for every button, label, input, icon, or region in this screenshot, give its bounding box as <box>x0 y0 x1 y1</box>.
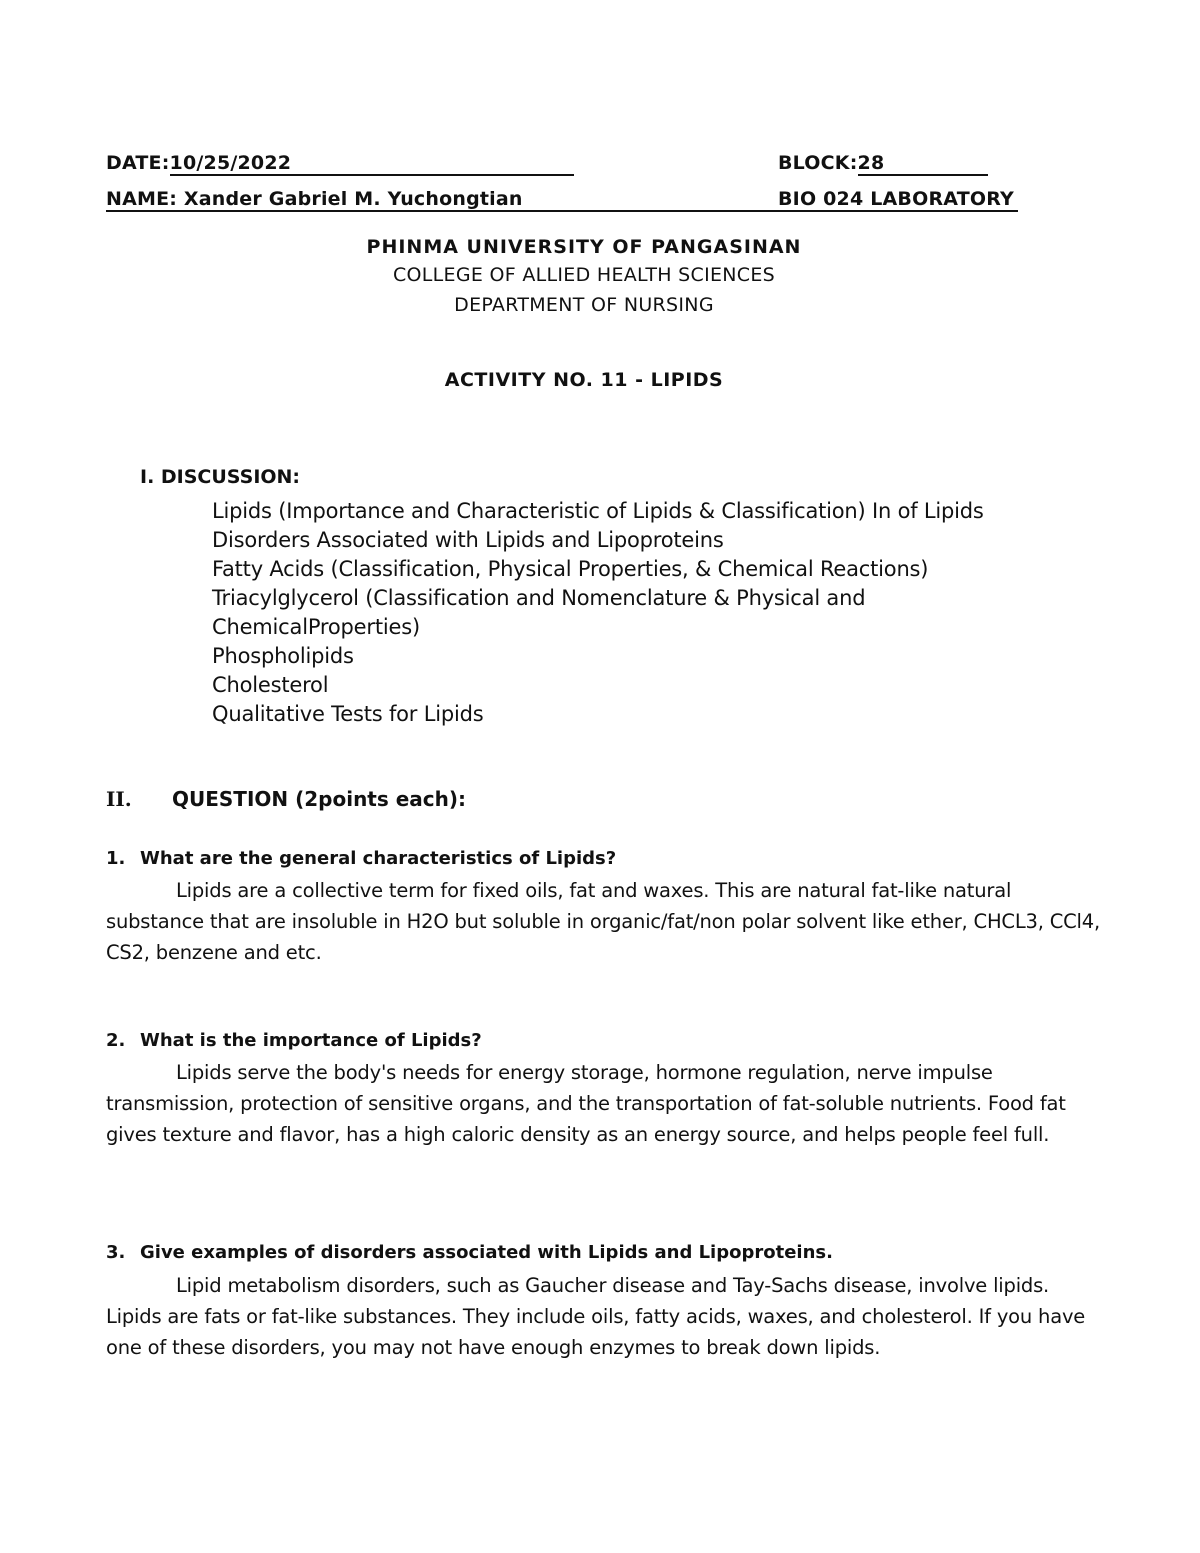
activity-title: ACTIVITY NO. 11 - LIPIDS <box>444 369 724 391</box>
block-line <box>778 152 988 176</box>
topic-item: Lipids (Importance and Characteristic of Lipids & Classification) In of Lipids <box>212 499 984 523</box>
topic-item: Fatty Acids (Classification, Physical Properties, & Chemical Reactions) <box>212 557 929 581</box>
name-line <box>106 188 778 212</box>
topic-item: Phospholipids <box>212 644 354 668</box>
university-name: PHINMA UNIVERSITY OF PANGASINAN <box>366 236 802 258</box>
date-label: DATE: <box>106 152 170 174</box>
topic-item: Disorders Associated with Lipids and Lipoproteins <box>212 528 724 552</box>
course-line <box>778 188 1018 212</box>
question-text: What are the general characteristics of Lipids? <box>140 848 617 869</box>
name-label: NAME: <box>106 188 178 210</box>
question-1 <box>106 848 1096 869</box>
question-text: Give examples of disorders associated with Lipids and Lipoproteins. <box>140 1242 833 1263</box>
college-name: COLLEGE OF ALLIED HEALTH SCIENCES <box>392 264 776 286</box>
discussion-topic-list <box>212 497 1092 729</box>
answer-1: Lipids are a collective term for fixed oils, fat and waxes. This are natural fat-like natural substance that are insoluble in H2O but soluble in organic/fat/non polar solvent like ether, CHCL3, CCl4, CS2, benzene and etc. <box>106 879 1100 964</box>
block-label: BLOCK: <box>778 152 858 174</box>
question-number: 3. <box>106 1242 126 1263</box>
questions-heading <box>106 787 466 811</box>
name-value: Xander Gabriel M. Yuchongtian <box>177 188 523 210</box>
date-line <box>106 152 574 176</box>
section-numeral: II. <box>106 787 132 811</box>
topic-item: Qualitative Tests for Lipids <box>212 702 484 726</box>
answer-2: Lipids serve the body's needs for energy storage, hormone regulation, nerve impulse transmission, protection of sensitive organs, and the transportation of fat-soluble nutrients. Food fat gives texture and flavor, has a high caloric density as an energy source, and helps people feel full. <box>106 1061 1066 1146</box>
block-value: 28 <box>858 152 988 176</box>
question-3 <box>106 1242 1096 1263</box>
question-2 <box>106 1030 1096 1051</box>
course-label: BIO 024 LABORATORY <box>778 188 1018 212</box>
question-number: 2. <box>106 1030 126 1051</box>
discussion-heading: I. DISCUSSION: <box>140 466 301 488</box>
question-text: What is the importance of Lipids? <box>140 1030 482 1051</box>
topic-item: Triacylglycerol (Classification and Nomenclature & Physical and <box>212 586 866 610</box>
topic-item: Cholesterol <box>212 673 329 697</box>
section-title: QUESTION (2points each): <box>172 787 467 811</box>
answer-3: Lipid metabolism disorders, such as Gaucher disease and Tay-Sachs disease, involve lipids. Lipids are fats or fat-like substances. They include oils, fatty acids, waxes, and cholesterol. If you have one of these disorders, you may not have enough enzymes to break down lipids. <box>106 1274 1086 1359</box>
question-number: 1. <box>106 848 126 869</box>
topic-item: ChemicalProperties) <box>212 615 420 639</box>
date-value: 10/25/2022 <box>170 152 574 176</box>
department-name: DEPARTMENT OF NURSING <box>454 294 714 316</box>
